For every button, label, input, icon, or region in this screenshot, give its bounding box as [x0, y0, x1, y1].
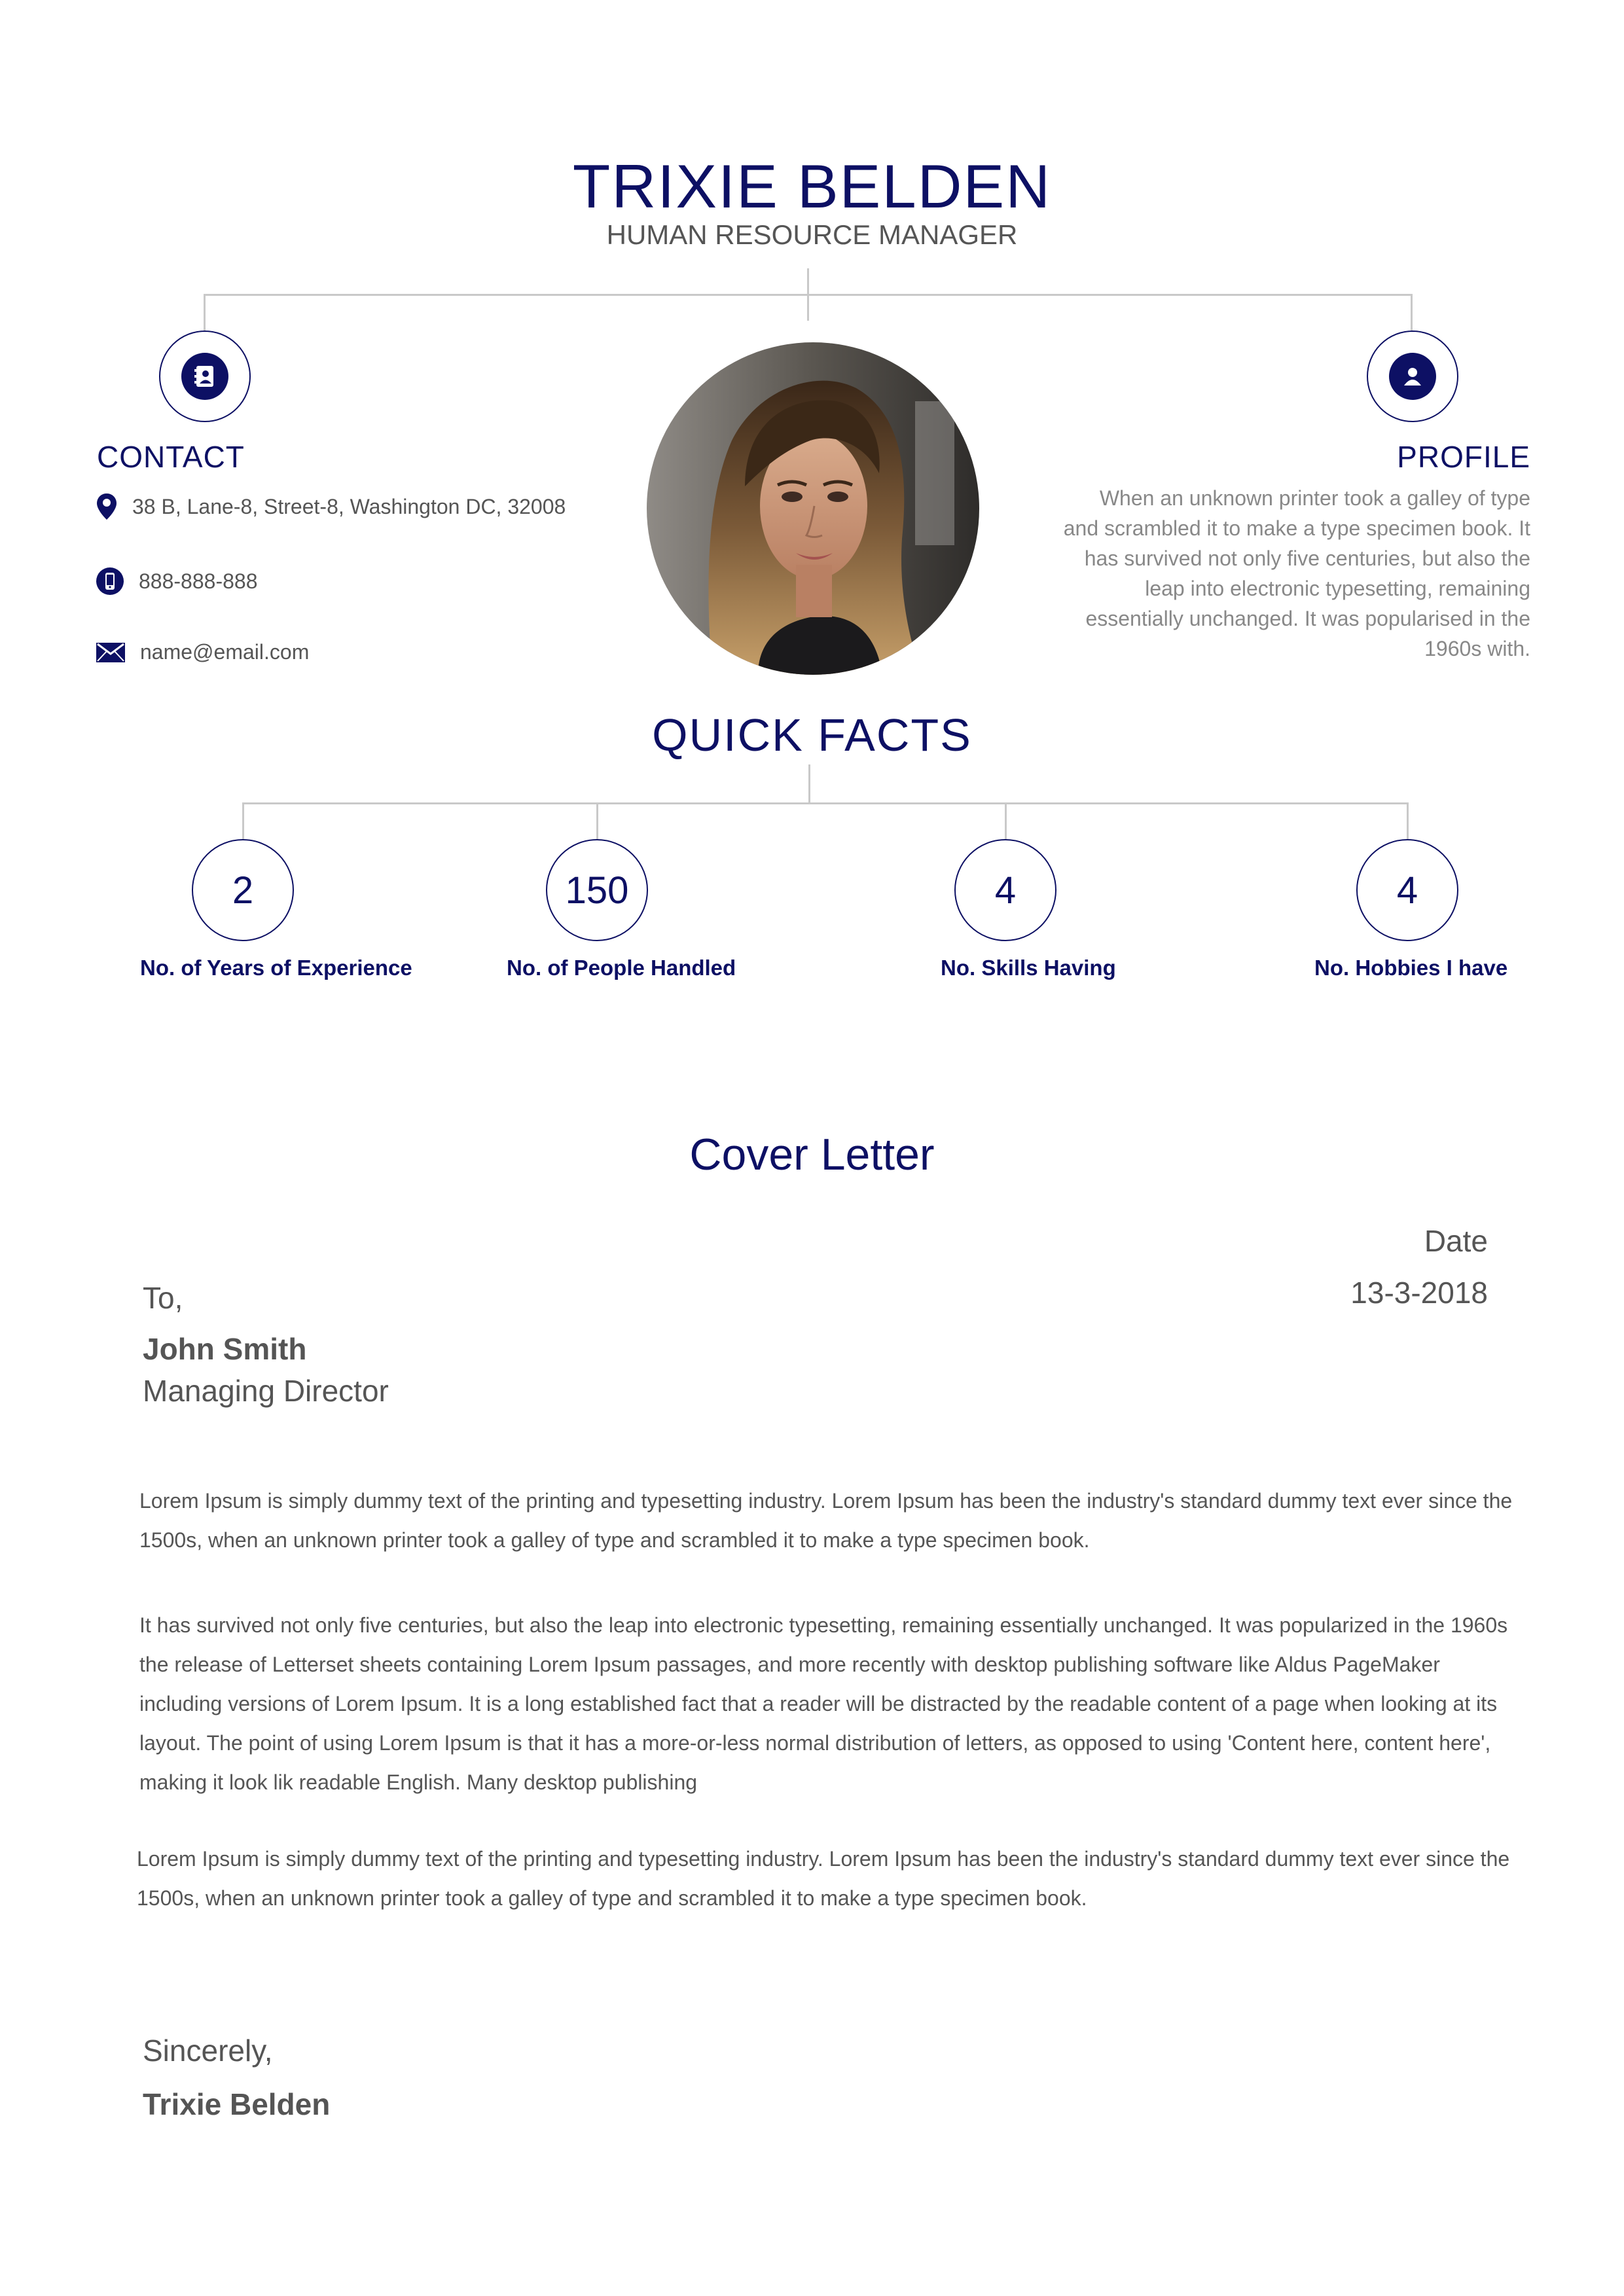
mobile-phone-icon [96, 567, 124, 596]
fact-value-hobbies: 4 [1356, 839, 1458, 941]
contact-address [96, 492, 566, 521]
fact-label-people: No. of People Handled [507, 956, 736, 980]
header-connector-horizontal [204, 294, 1413, 296]
email-text: name@email.com [140, 640, 310, 664]
job-title: HUMAN RESOURCE MANAGER [606, 219, 1018, 250]
profile-heading: PROFILE [1397, 440, 1530, 474]
facts-connector-drop-4 [1407, 802, 1409, 840]
header-connector-left-drop [204, 294, 206, 331]
letter-paragraph-2: It has survived not only five centuries, but also the leap into electronic typesetting, remaining essentially unchanged. It was popularized in the 1960s the release of Letterset sheets containing Lorem Ipsum passages, and more recently with desktop publishing software like Aldus PageMaker including versions of Lorem Ipsum. It is a long established fact that a reader will be distracted by the readable content of a page when looking at its layout. The point of using Lorem Ipsum is that it has a more-or-less normal distribution of letters, as opposed to using 'Content here, content here', making it look lik readable English. Many desktop publishing [139, 1613, 1508, 1794]
facts-connector-vertical [808, 764, 810, 804]
sign-off: Sincerely, [143, 2034, 273, 2068]
fact-value-experience: 2 [192, 839, 294, 941]
envelope-icon [96, 642, 126, 663]
cover-letter-title: Cover Letter [689, 1130, 935, 1179]
user-icon [1399, 363, 1426, 389]
profile-photo [647, 342, 979, 675]
recipient-name: John Smith [143, 1332, 307, 1366]
contact-card-icon [192, 363, 218, 389]
phone-text: 888-888-888 [139, 569, 258, 593]
profile-text: When an unknown printer took a galley of type and scrambled it to make a type specimen book. It has survived not only five centuries, but also the leap into electronic typesetting, remaining essentially unchanged. It was popularised in the 1960s with. [1063, 486, 1530, 660]
fact-value-skills: 4 [954, 839, 1056, 941]
contact-heading: CONTACT [97, 440, 245, 474]
contact-icon-ring [159, 331, 251, 422]
fact-label-experience: No. of Years of Experience [140, 956, 412, 980]
fact-label-skills: No. Skills Having [941, 956, 1116, 980]
fact-label-hobbies: No. Hobbies I have [1314, 956, 1508, 980]
contact-phone [96, 567, 257, 596]
facts-connector-drop-1 [242, 802, 244, 840]
letter-paragraph-1: Lorem Ipsum is simply dummy text of the printing and typesetting industry. Lorem Ipsum has been the industry's standard dummy text ever since the 1500s, when an unknown printer took a galley of type and scrambled it to make a type specimen book. [139, 1489, 1513, 1552]
facts-connector-drop-2 [596, 802, 598, 840]
recipient-title: Managing Director [143, 1374, 389, 1408]
salutation-to: To, [143, 1281, 183, 1315]
quick-facts-heading: QUICK FACTS [652, 709, 972, 761]
letter-paragraph-3: Lorem Ipsum is simply dummy text of the printing and typesetting industry. Lorem Ipsum has been the industry's standard dummy text ever since the 1500s, when an unknown printer took a galley of type and scrambled it to make a type specimen book. [137, 1847, 1510, 1910]
contact-email [96, 640, 309, 664]
profile-icon-ring [1367, 331, 1458, 422]
date-value: 13-3-2018 [1350, 1276, 1488, 1310]
fact-value-people: 150 [546, 839, 648, 941]
facts-connector-drop-3 [1005, 802, 1007, 840]
header-connector-right-drop [1411, 294, 1413, 331]
portrait-image [647, 342, 979, 675]
signature-name: Trixie Belden [143, 2087, 331, 2121]
map-pin-icon [96, 492, 118, 521]
facts-connector-horizontal [242, 802, 1408, 804]
address-text: 38 B, Lane-8, Street-8, Washington DC, 32008 [132, 494, 566, 518]
candidate-name: TRIXIE BELDEN [572, 152, 1052, 221]
date-label: Date [1424, 1224, 1488, 1258]
